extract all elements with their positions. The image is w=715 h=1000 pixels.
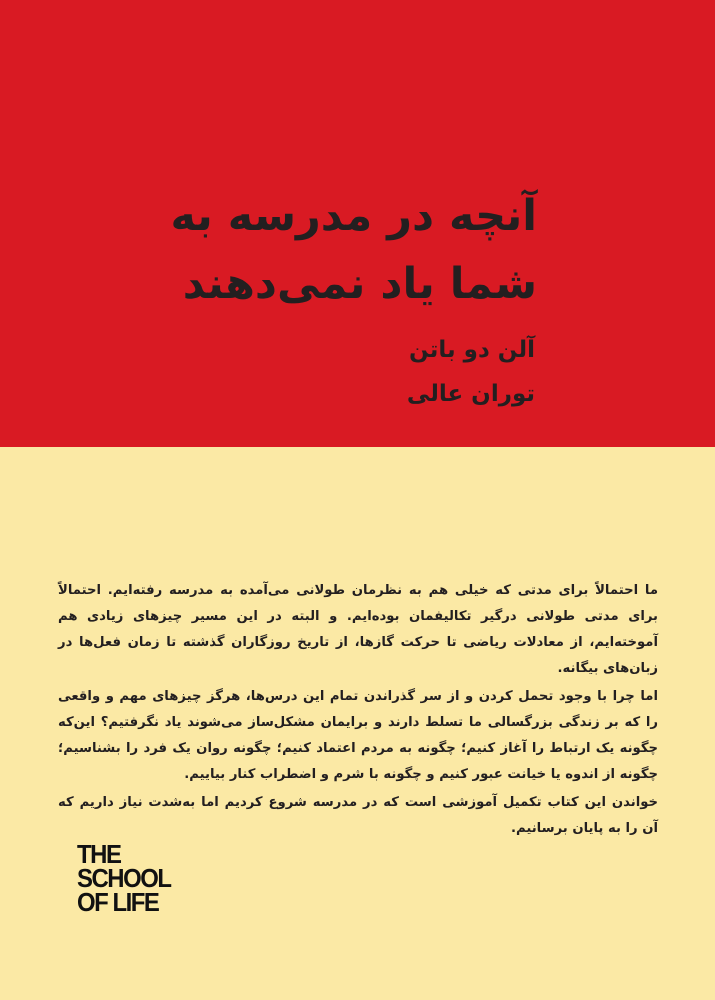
school-of-life-logo bbox=[77, 839, 171, 917]
logo-line-2: SCHOOL bbox=[77, 863, 171, 893]
blurb-paragraph-2: اما چرا با وجود تحمل کردن و از سر گذراندن تمام این درس‌ها، هرگز چیزهای مهم و واقعی را که بر زندگی بزرگسالی ما تسلط دارند و برایمان مشکل‌ساز می‌شوند یاد نگرفتیم؟ این‌که چگونه یک ارتباط را آغاز کنیم؛ چگونه به مردم اعتماد کنیم؛ چگونه روان یک فرد را بشناسیم؛ چگونه از اندوه یا خیانت عبور کنیم و چگونه با شرم و اضطراب کنار بیاییم. bbox=[58, 689, 658, 782]
book-title bbox=[117, 182, 537, 318]
blurb-paragraph-1: ما احتمالاً برای مدتی که خیلی هم به نظرمان طولانی می‌آمده به مدرسه رفته‌ایم. احتمالاً برای مدتی طولانی درگیر تکالیفمان بوده‌ایم. و البته در این مسیر چیزهای زیادی هم آموخته‌ایم، از معادلات ریاضی تا حرکت گازها، از تاریخ روزگاران گذشته تا زمان فعل‌ها در زبان‌های بیگانه. bbox=[58, 583, 658, 676]
back-cover-blurb bbox=[58, 578, 658, 844]
logo-line-3: OF LIFE bbox=[77, 887, 159, 917]
blurb-paragraph-3: خواندن این کتاب تکمیل آموزشی است که در مدرسه شروع کردیم اما به‌شدت نیاز داریم که آن را به پایان برسانیم. bbox=[58, 795, 658, 836]
title-line-1: آنچه در مدرسه به bbox=[170, 191, 537, 241]
logo-line-1: THE bbox=[77, 839, 121, 869]
author-name: آلن دو باتن bbox=[409, 337, 535, 363]
translator-name: توران عالی bbox=[406, 381, 535, 407]
title-line-2: شما یاد نمی‌دهند bbox=[182, 259, 537, 309]
